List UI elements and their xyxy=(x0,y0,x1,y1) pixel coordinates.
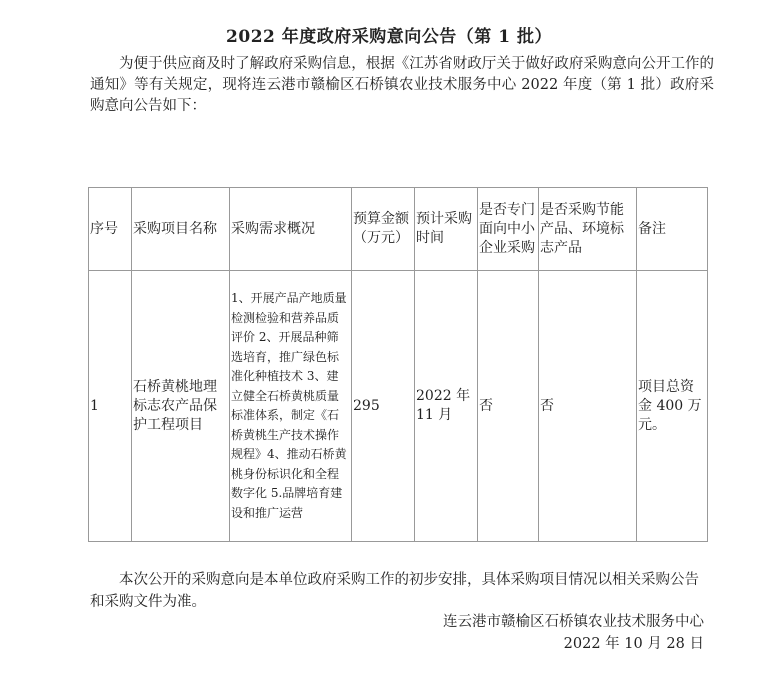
cell-remark: 项目总资金 400 万元。 xyxy=(637,271,708,542)
signature-date: 2022 年 10 月 28 日 xyxy=(563,636,704,652)
page-title: 2022 年度政府采购意向公告（第 1 批） xyxy=(226,27,552,47)
header-sme: 是否专门面向中小企业采购 xyxy=(478,188,539,271)
cell-time: 2022 年 11 月 xyxy=(415,271,478,542)
cell-sme: 否 xyxy=(478,271,539,542)
cell-seq: 1 xyxy=(89,271,132,542)
header-remark: 备注 xyxy=(637,188,708,271)
header-summary: 采购需求概况 xyxy=(230,188,352,271)
signature-unit: 连云港市赣榆区石桥镇农业技术服务中心 xyxy=(443,614,704,630)
header-green: 是否采购节能产品、环境标志产品 xyxy=(539,188,637,271)
cell-budget: 295 xyxy=(352,271,415,542)
header-project-name: 采购项目名称 xyxy=(132,188,230,271)
header-seq: 序号 xyxy=(89,188,132,271)
intro-paragraph: 为便于供应商及时了解政府采购信息，根据《江苏省财政厅关于做好政府采购意向公开工作的通知》等有关规定，现将连云港市赣榆区石桥镇农业技术服务中心 2022 年度（第 1 批）政府采购意向公告如下： xyxy=(90,56,714,114)
procurement-table xyxy=(88,187,708,542)
table-row xyxy=(89,271,708,542)
header-budget: 预算金额（万元） xyxy=(352,188,415,271)
closing-paragraph: 本次公开的采购意向是本单位政府采购工作的初步安排，具体采购项目情况以相关采购公告和采购文件为准。 xyxy=(90,572,699,610)
cell-summary: 1、开展产品产地质量检测检验和营养品质评价 2、开展品种筛选培育，推广绿色标准化种植技术 3、建立健全石桥黄桃质量标准体系，制定《石桥黄桃生产技术操作规程》4、推动石桥黄桃身份标识化和全程数字化 5.品牌培育建设和推广运营 xyxy=(230,271,352,542)
cell-project-name: 石桥黄桃地理标志农产品保护工程项目 xyxy=(132,271,230,542)
header-time: 预计采购时间 xyxy=(415,188,478,271)
table-header-row xyxy=(89,188,708,271)
cell-green: 否 xyxy=(539,271,637,542)
